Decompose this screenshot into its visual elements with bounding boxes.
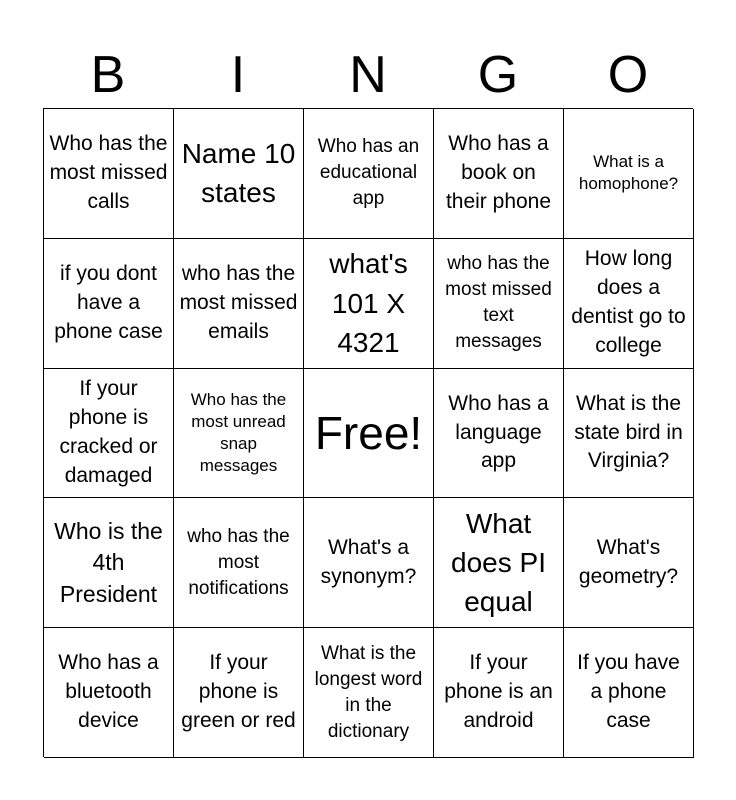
bingo-cell[interactable]: [44, 109, 174, 239]
cell-text: What is the state bird in Virginia?: [574, 391, 683, 473]
cell-text: If you have a phone case: [577, 651, 680, 733]
bingo-cell[interactable]: [564, 498, 694, 628]
bingo-cell[interactable]: [434, 109, 564, 239]
bingo-cell[interactable]: [434, 239, 564, 369]
bingo-cell[interactable]: [564, 109, 694, 239]
cell-text: Who is the 4th President: [54, 517, 163, 607]
cell-text: What's a synonym?: [320, 535, 417, 588]
bingo-cell[interactable]: [564, 239, 694, 369]
cell-text: If your phone is green or red: [181, 651, 296, 733]
header-letter-n: N: [349, 46, 387, 104]
header-letter-g: G: [477, 46, 519, 104]
cell-text: What's geometry?: [578, 535, 679, 588]
cell-text: Who has a language app: [448, 391, 549, 473]
cell-text: Who has an educational app: [317, 136, 420, 210]
bingo-cell[interactable]: [564, 369, 694, 499]
bingo-cell[interactable]: [44, 628, 174, 758]
bingo-cell[interactable]: [304, 628, 434, 758]
bingo-cell[interactable]: [174, 498, 304, 628]
bingo-cell[interactable]: [304, 239, 434, 369]
header-letter-b: B: [90, 46, 126, 104]
cell-text: What does PI equal: [451, 508, 546, 618]
free-space-text: Free!: [314, 406, 423, 459]
bingo-board: [43, 108, 693, 757]
cell-text: Who has the most unread snap messages: [190, 389, 287, 476]
bingo-cell[interactable]: [44, 498, 174, 628]
cell-text: Who has the most missed calls: [49, 131, 168, 213]
free-space-cell[interactable]: [304, 369, 434, 499]
bingo-cell[interactable]: [434, 628, 564, 758]
header-letter-i: I: [230, 46, 246, 104]
bingo-header: [43, 42, 693, 108]
bingo-cell[interactable]: [174, 369, 304, 499]
cell-text: What is the longest word in the dictionary: [314, 642, 423, 742]
cell-text: Who has a bluetooth device: [58, 651, 159, 733]
bingo-cell[interactable]: [44, 239, 174, 369]
cell-text: What is a homophone?: [578, 152, 679, 194]
bingo-cell[interactable]: [304, 498, 434, 628]
bingo-cell[interactable]: [564, 628, 694, 758]
cell-text: How long does a dentist go to college: [571, 247, 686, 358]
cell-text: who has the most missed emails: [179, 261, 298, 343]
cell-text: what's 101 X 4321: [329, 248, 408, 358]
cell-text: If your phone is cracked or damaged: [59, 377, 158, 487]
cell-text: if you dont have a phone case: [54, 261, 163, 343]
bingo-cell[interactable]: [44, 369, 174, 499]
cell-text: who has the most notifications: [187, 525, 290, 599]
bingo-cell[interactable]: [174, 109, 304, 239]
bingo-cell[interactable]: [434, 369, 564, 499]
cell-text: Who has a book on their phone: [445, 131, 552, 213]
bingo-cell[interactable]: [304, 109, 434, 239]
cell-text: who has the most missed text messages: [445, 253, 552, 353]
cell-text: If your phone is an android: [444, 651, 553, 733]
bingo-cell[interactable]: [434, 498, 564, 628]
cell-text: Name 10 states: [181, 138, 296, 209]
bingo-cell[interactable]: [174, 239, 304, 369]
bingo-cell[interactable]: [174, 628, 304, 758]
header-letter-o: O: [607, 46, 649, 104]
